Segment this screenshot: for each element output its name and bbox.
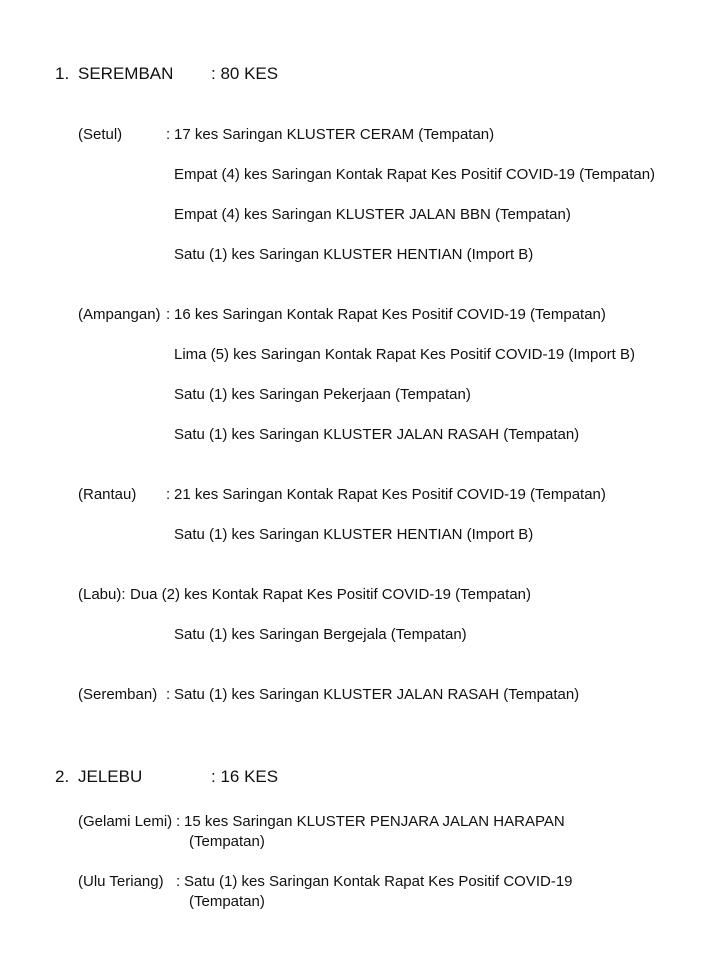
case-line: 21 kes Saringan Kontak Rapat Kes Positif COVID-19 (Tempatan): [174, 486, 606, 503]
case-line: 16 kes Saringan Kontak Rapat Kes Positif COVID-19 (Tempatan): [174, 306, 606, 323]
locality-name: (Rantau): [78, 486, 137, 503]
case-line: Empat (4) kes Saringan KLUSTER JALAN BBN (Tempatan): [174, 206, 571, 223]
locality-name: (Ampangan): [78, 306, 161, 323]
case-line-continued: (Tempatan): [189, 833, 265, 850]
locality-separator: :: [166, 686, 171, 703]
district-name: JELEBU: [78, 767, 143, 786]
locality-separator: :: [166, 486, 171, 503]
section-number: 2.: [55, 767, 70, 786]
locality-separator: :: [166, 306, 171, 323]
case-line: Lima (5) kes Saringan Kontak Rapat Kes Positif COVID-19 (Import B): [174, 346, 636, 363]
locality-separator: :: [166, 126, 171, 143]
case-line: Satu (1) kes Saringan Pekerjaan (Tempatan): [174, 386, 471, 403]
locality-name: (Labu):: [78, 586, 126, 603]
case-line: Satu (1) kes Saringan Kontak Rapat Kes Positif COVID-19: [184, 873, 573, 890]
case-line: Satu (1) kes Saringan KLUSTER JALAN RASAH (Tempatan): [174, 426, 580, 443]
locality-separator: :: [176, 873, 181, 890]
case-line-continued: (Tempatan): [189, 893, 265, 910]
case-line: Satu (1) kes Saringan KLUSTER HENTIAN (Import B): [174, 526, 534, 543]
case-line: Empat (4) kes Saringan Kontak Rapat Kes Positif COVID-19 (Tempatan): [174, 166, 656, 183]
case-line: 15 kes Saringan KLUSTER PENJARA JALAN HARAPAN: [184, 813, 565, 830]
locality-name: (Ulu Teriang): [78, 873, 164, 890]
locality-name: (Setul): [78, 126, 123, 143]
case-line: Satu (1) kes Saringan KLUSTER JALAN RASAH (Tempatan): [174, 686, 580, 703]
case-line: Satu (1) kes Saringan KLUSTER HENTIAN (Import B): [174, 246, 534, 263]
case-line: 17 kes Saringan KLUSTER CERAM (Tempatan): [174, 126, 495, 143]
case-line: Satu (1) kes Saringan Bergejala (Tempatan): [174, 626, 467, 643]
section-number: 1.: [55, 64, 70, 83]
locality-name: (Gelami Lemi): [78, 813, 173, 830]
case-line: Dua (2) kes Kontak Rapat Kes Positif COVID-19 (Tempatan): [130, 586, 532, 603]
locality-name: (Seremban): [78, 686, 158, 703]
district-name: SEREMBAN: [78, 64, 174, 83]
district-total: : 80 KES: [211, 64, 279, 83]
locality-separator: :: [176, 813, 181, 830]
district-total: : 16 KES: [211, 767, 279, 786]
